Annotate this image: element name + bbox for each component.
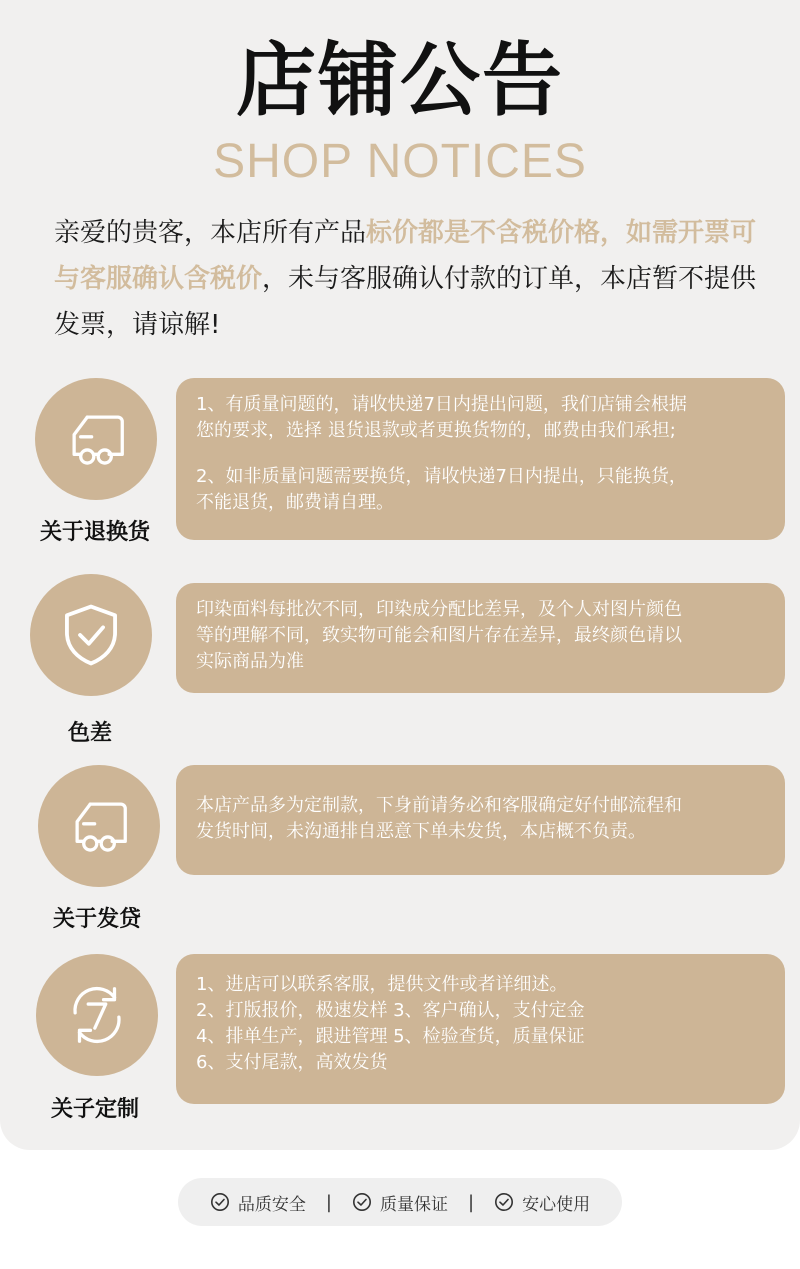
footer-item-label: 品质安全 (237, 1194, 306, 1215)
footer-item-safe-use (494, 1190, 590, 1215)
color-circle (30, 574, 152, 696)
card-line: 1、进店可以联系客服，提供文件或者详细述。 (196, 974, 568, 995)
returns-circle (35, 378, 157, 500)
page-title: 店铺公告 (236, 34, 564, 127)
page-subtitle: SHOP NOTICES (213, 135, 587, 188)
returns-card (176, 378, 785, 540)
card-paragraph (196, 793, 767, 845)
section-label-returns: 关于退换货 (39, 520, 150, 545)
seven-days-icon (62, 980, 132, 1050)
card-paragraph (196, 972, 767, 1076)
custom-card (176, 954, 785, 1104)
intro-text (54, 210, 764, 348)
check-circle-icon (352, 1192, 372, 1212)
intro-part-2: ，未与客服确认付款的订单，本店暂不提供发票，请谅解! (54, 264, 757, 340)
footer-separator: | (325, 1191, 332, 1213)
card-paragraph (196, 597, 767, 675)
section-label-shipping: 关于发贷 (52, 907, 141, 932)
check-circle-icon (494, 1192, 514, 1212)
card-line: 实际商品为准 (196, 651, 304, 672)
footer-item-label: 安心使用 (522, 1194, 591, 1215)
card-line: 发货时间，未沟通排自恶意下单未发货，本店概不负责。 (196, 821, 646, 842)
card-line: 印染面料每批次不同，印染成分配比差异，及个人对图片颜色 (196, 599, 682, 620)
card-line: 6、支付尾款，高效发货 (196, 1052, 388, 1073)
shipping-circle (38, 765, 160, 887)
intro-highlight: 标价都是不含税价格，如需开票可与客服确认含税价 (54, 218, 757, 294)
color-card (176, 583, 785, 693)
truck-icon (64, 791, 134, 861)
footer-separator: | (468, 1191, 475, 1213)
section-label-color: 色差 (67, 721, 112, 746)
footer-item-quality-guarantee (352, 1190, 448, 1215)
card-paragraph (196, 392, 767, 444)
section-label-custom: 关子定制 (50, 1097, 139, 1122)
card-line: 不能退货，邮费请自理。 (196, 492, 394, 513)
intro-part-1: 亲爱的贵客，本店所有产品 (54, 218, 367, 248)
card-line: 本店产品多为定制款，下身前请务必和客服确定好付邮流程和 (196, 795, 682, 816)
card-line: 4、排单生产，跟进管理 5、检验查货，质量保证 (196, 1026, 585, 1047)
card-line: 2、打版报价，极速发样 3、客户确认，支付定金 (196, 1000, 585, 1021)
card-paragraph (196, 464, 767, 516)
card-line: 1、有质量问题的，请收快递7日内提出问题，我们店铺会根据 (196, 394, 687, 415)
shield-check-icon (56, 600, 126, 670)
footer-item-quality-safety (210, 1190, 306, 1215)
footer-guarantees (178, 1178, 622, 1226)
check-circle-icon (210, 1192, 230, 1212)
card-line: 2、如非质量问题需要换货，请收快递7日内提出，只能换货， (196, 466, 687, 487)
custom-circle (36, 954, 158, 1076)
card-line: 您的要求，选择 退货退款或者更换货物的，邮费由我们承担; (196, 420, 676, 441)
footer-item-label: 质量保证 (380, 1194, 448, 1215)
truck-icon (61, 404, 131, 474)
shipping-card (176, 765, 785, 875)
card-line: 等的理解不同，致实物可能会和图片存在差异，最终颜色请以 (196, 625, 682, 646)
